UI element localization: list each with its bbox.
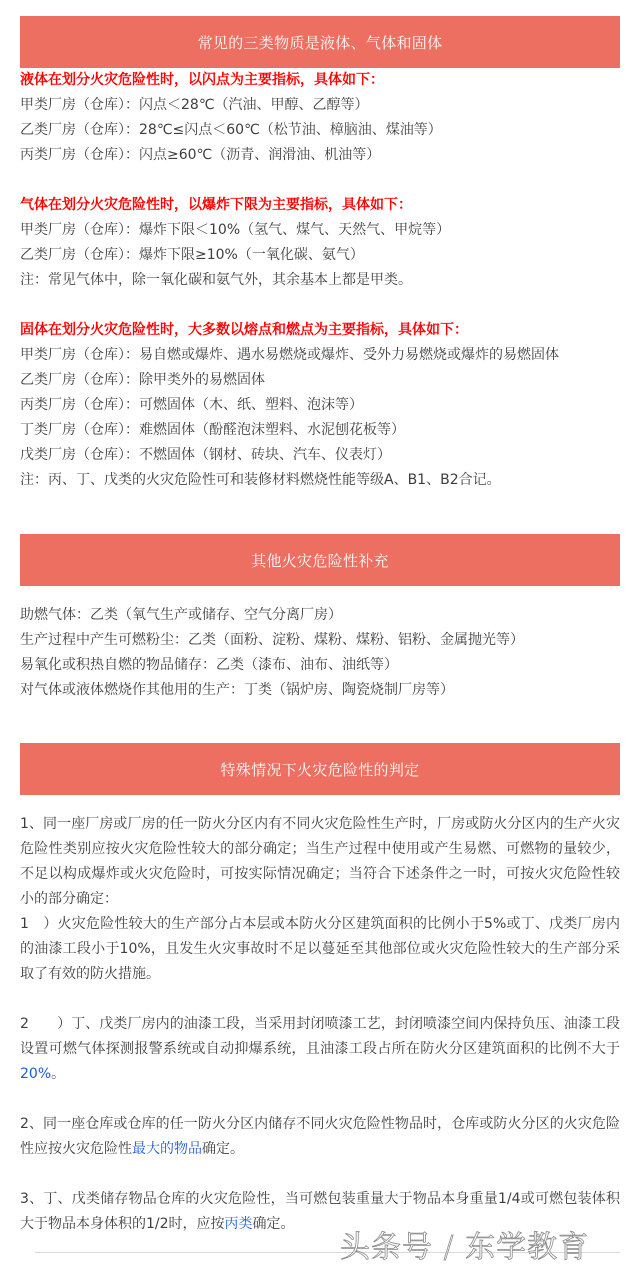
other-hazards-list <box>20 603 624 703</box>
special-case-1-sub1: 1 ）火灾危险性较大的生产部分占本层或本防火分区建筑面积的比例小于5%或丁、戊类厂房内的油漆工段小于10%，且发生火灾事故时不足以蔓延至其他部位或火灾危险性较大的生产部分采取了有效的防火措施。 <box>20 916 620 982</box>
liquid-group <box>20 68 624 168</box>
special-case-1 <box>20 812 620 987</box>
solid-line-ding: 丁类厂房（仓库）：难燃固体（酚醛泡沫塑料、水泥刨花板等） <box>20 422 405 438</box>
special-case-1-sub2-text: 2 ）丁、戊类厂房内的油漆工段，当采用封闭喷漆工艺，封闭喷漆空间内保持负压、油漆工段设置可燃气体探测报警系统或自动抑爆系统，且油漆工段占所在防火分区建筑面积的比例不大于 <box>20 1016 620 1057</box>
liquid-heading: 液体在划分火灾危险性时，以闪点为主要指标，具体如下： <box>20 72 384 88</box>
other-line-oxidizing-gas: 助燃气体：乙类（氧气生产或储存、空气分离厂房） <box>20 607 342 623</box>
gas-group <box>20 193 624 293</box>
liquid-line-yi: 乙类厂房（仓库）：28℃≤闪点＜60℃（松节油、樟脑油、煤油等） <box>20 122 442 138</box>
gas-line-jia: 甲类厂房（仓库）：爆炸下限＜10%（氢气、煤气、天然气、甲烷等） <box>20 222 451 238</box>
liquid-line-jia: 甲类厂房（仓库）：闪点＜28℃（汽油、甲醇、乙醇等） <box>20 97 369 113</box>
solid-note: 注：丙、丁、戊类的火灾危险性可和装修材料燃烧性能等级A、B1、B2合记。 <box>20 472 501 488</box>
section-banner-three-substances: 常见的三类物质是液体、气体和固体 <box>20 16 620 68</box>
special-case-3-end: 确定。 <box>252 1216 295 1232</box>
other-line-self-heating: 易氧化或积热自燃的物品储存：乙类（漆布、油布、油纸等） <box>20 657 398 673</box>
highlight-bing-class: 丙类 <box>224 1216 253 1232</box>
special-case-3-text: 3、丁、戊类储存物品仓库的火灾危险性，当可燃包装重量大于物品本身重量1/4或可燃包装体积大于物品本身体积的1/2时，应按 <box>20 1191 620 1232</box>
highlight-20-percent: 20% <box>20 1066 52 1082</box>
solid-group <box>20 318 624 493</box>
gas-note: 注：常见气体中，除一氧化碳和氨气外，其余基本上都是甲类。 <box>20 272 412 288</box>
solid-heading: 固体在划分火灾危险性时，大多数以熔点和燃点为主要指标，具体如下： <box>20 322 468 338</box>
special-case-2-end: 确定。 <box>202 1141 244 1157</box>
section-banner-special-cases: 特殊情况下火灾危险性的判定 <box>20 743 620 795</box>
section-banner-other-hazards: 其他火灾危险性补充 <box>20 534 620 586</box>
special-case-2-text: 2、同一座仓库或仓库的任一防火分区内储存不同火灾危险性物品时，仓库或防火分区的火灾危险性应按火灾危险性 <box>20 1116 620 1157</box>
special-case-2 <box>20 1112 620 1162</box>
liquid-line-bing: 丙类厂房（仓库）：闪点≥60℃（沥青、润滑油、机油等） <box>20 147 381 163</box>
solid-line-yi: 乙类厂房（仓库）：除甲类外的易燃固体 <box>20 372 265 388</box>
gas-line-yi: 乙类厂房（仓库）：爆炸下限≥10%（一氧化碳、氨气） <box>20 247 364 263</box>
special-case-1-sub2 <box>20 1012 620 1087</box>
highlight-largest-item: 最大的物品 <box>132 1141 202 1157</box>
solid-line-jia: 甲类厂房（仓库）：易自燃或爆炸、遇水易燃烧或爆炸、受外力易燃烧或爆炸的易燃固体 <box>20 347 559 363</box>
watermark: 头条号 / 东学教育 <box>340 1230 590 1265</box>
special-case-1-text: 1、同一座厂房或厂房的任一防火分区内有不同火灾危险性生产时，厂房或防火分区内的生产火灾危险性类别应按火灾危险性较大的部分确定；当生产过程中使用或产生易燃、可燃物的量较少，不足以构成爆炸或火灾危险时，可按实际情况确定；当符合下述条件之一时，可按火灾危险性较小的部分确定： <box>20 816 620 907</box>
gas-heading: 气体在划分火灾危险性时，以爆炸下限为主要指标，具体如下： <box>20 197 412 213</box>
solid-line-bing: 丙类厂房（仓库）：可燃固体（木、纸、塑料、泡沫等） <box>20 397 363 413</box>
solid-line-wu: 戊类厂房（仓库）：不燃固体（钢材、砖块、汽车、仪表灯） <box>20 447 391 463</box>
other-line-combustion-use: 对气体或液体燃烧作其他用的生产：丁类（锅炉房、陶瓷烧制厂房等） <box>20 682 454 698</box>
other-line-dust: 生产过程中产生可燃粉尘：乙类（面粉、淀粉、煤粉、煤粉、铝粉、金属抛光等） <box>20 632 524 648</box>
special-case-1-sub2-end: 。 <box>51 1066 66 1082</box>
